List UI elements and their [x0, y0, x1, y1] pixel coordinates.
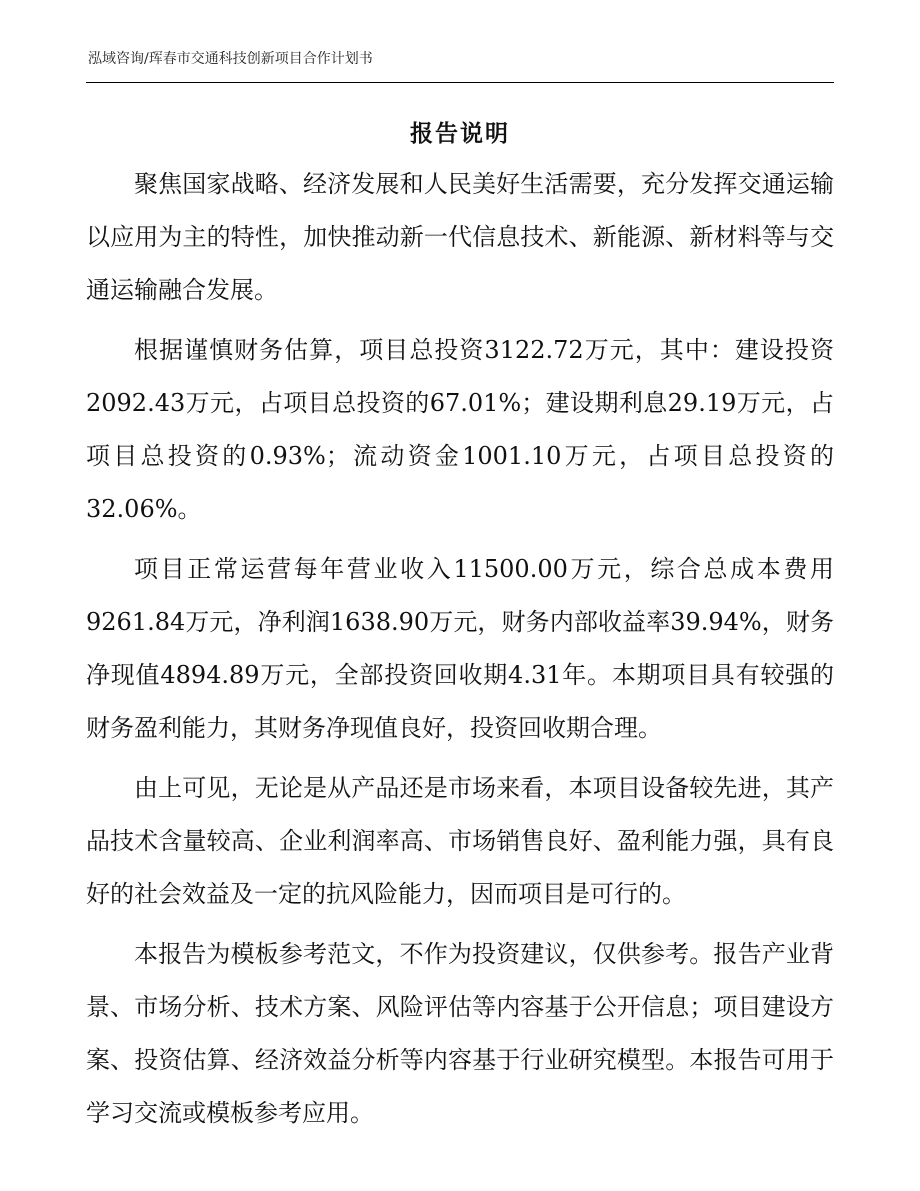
paragraph-investment: 根据谨慎财务估算，项目总投资3122.72万元，其中：建设投资2092.43万元，占项目总投资的67.01%；建设期利息29.19万元，占项目总投资的0.93%；流动资金1001.10万元，占项目总投资的32.06%。 — [86, 336, 834, 523]
header-divider — [86, 82, 834, 83]
paragraph-intro: 聚焦国家战略、经济发展和人民美好生活需要，充分发挥交通运输以应用为主的特性，加快推动新一代信息技术、新能源、新材料等与交通运输融合发展。 — [86, 170, 834, 304]
page-title: 报告说明 — [410, 120, 510, 147]
running-header: 泓域咨询/珲春市交通科技创新项目合作计划书 — [88, 51, 373, 67]
paragraph-disclaimer: 本报告为模板参考范文，不作为投资建议，仅供参考。报告产业背景、市场分析、技术方案、风险评估等内容基于公开信息；项目建设方案、投资估算、经济效益分析等内容基于行业研究模型。本报告可用于学习交流或模板参考应用。 — [86, 940, 834, 1127]
paragraph-revenue: 项目正常运营每年营业收入11500.00万元，综合总成本费用9261.84万元，净利润1638.90万元，财务内部收益率39.94%，财务净现值4894.89万元，全部投资回收期4.31年。本期项目具有较强的财务盈利能力，其财务净现值良好，投资回收期合理。 — [86, 555, 834, 742]
paragraph-conclusion: 由上可见，无论是从产品还是市场来看，本项目设备较先进，其产品技术含量较高、企业利润率高、市场销售良好、盈利能力强，具有良好的社会效益及一定的抗风险能力，因而项目是可行的。 — [86, 774, 834, 908]
body-text — [86, 158, 834, 1147]
